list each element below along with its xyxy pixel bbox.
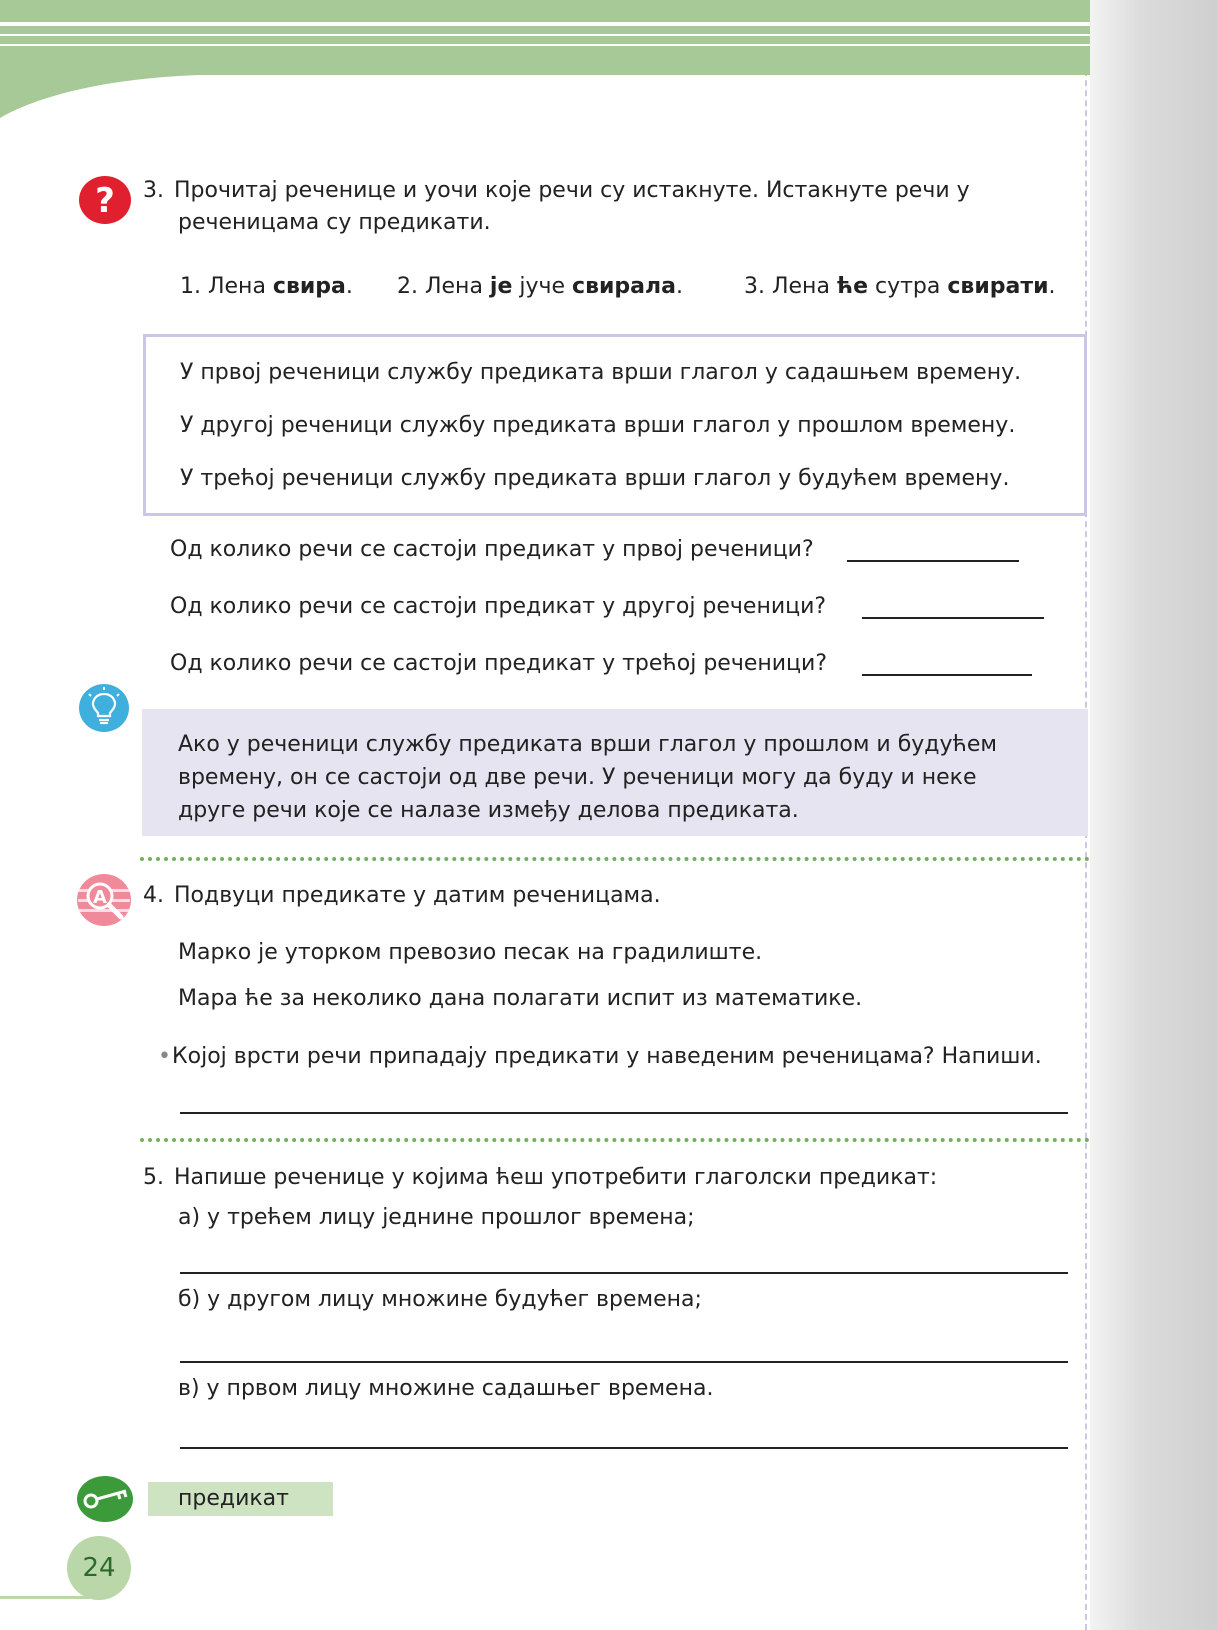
apply-icon-mark: A	[93, 887, 107, 908]
answer-line-1[interactable]	[847, 560, 1019, 562]
task4-instruction: Подвуци предикате у датим реченицама.	[174, 883, 661, 908]
tip-line-3: друге речи које се налазе између делова предиката.	[178, 798, 799, 823]
example-3-predicate-verb: свирати	[947, 274, 1049, 299]
key-icon	[76, 1475, 134, 1523]
example-3-period: .	[1048, 274, 1056, 299]
keyword-text: предикат	[178, 1486, 289, 1511]
bullet-point: •	[158, 1044, 171, 1069]
question-3: Од колико речи се састоји предикат у трећој реченици?	[170, 651, 828, 676]
example-2-predicate-aux: је	[489, 274, 513, 299]
task5-item-c: в) у првом лицу множине садашњег времена.	[178, 1376, 714, 1401]
task4-answer-line[interactable]	[180, 1112, 1068, 1114]
question-icon	[78, 175, 132, 225]
example-3-predicate-aux: ће	[836, 274, 868, 299]
task5-answer-line-b[interactable]	[180, 1361, 1068, 1363]
lightbulb-icon	[78, 683, 130, 733]
example-2-adverb: јуче	[512, 274, 573, 299]
page-number-underline	[0, 1596, 90, 1599]
explanation-line-3: У трећој реченици службу предиката врши глагол у будућем времену.	[180, 466, 1010, 491]
top-header-band	[0, 0, 1090, 120]
task5-item-a: а) у трећем лицу једнине прошлог времена;	[178, 1205, 695, 1230]
task3-number: 3.	[143, 178, 164, 203]
question-icon-mark: ?	[95, 181, 115, 221]
example-3-adverb: сутра	[868, 274, 948, 299]
task3-instruction-line1: Прочитај реченице и уочи које речи су истакнуте. Истакнуте речи у	[174, 178, 970, 203]
example-2-text: 2. Лена	[397, 274, 490, 299]
example-1-text: 1. Лена	[180, 274, 273, 299]
question-2: Од колико речи се састоји предикат у другој реченици?	[170, 594, 827, 619]
explanation-line-2: У другој реченици службу предиката врши глагол у прошлом времену.	[180, 413, 1016, 438]
task4-number: 4.	[143, 883, 164, 908]
section-divider-1	[140, 857, 1090, 861]
explanation-line-1: У првој реченици службу предиката врши глагол у садашњем времену.	[180, 360, 1022, 385]
task5-answer-line-a[interactable]	[180, 1272, 1068, 1274]
task5-item-b: б) у другом лицу множине будућег времена;	[178, 1287, 702, 1312]
task3-instruction-line2: реченицама су предикати.	[178, 210, 491, 235]
example-2-period: .	[675, 274, 683, 299]
task5-answer-line-c[interactable]	[180, 1447, 1068, 1449]
section-divider-2	[140, 1138, 1090, 1142]
question-1: Од колико речи се састоји предикат у првој реченици?	[170, 537, 814, 562]
answer-line-3[interactable]	[862, 674, 1032, 676]
apply-magnifier-icon	[76, 872, 132, 928]
task4-sentence-2: Мара ће за неколико дана полагати испит из математике.	[178, 986, 863, 1011]
answer-line-2[interactable]	[862, 617, 1044, 619]
example-sentence-3	[744, 272, 1056, 302]
page-edge-shadow	[1090, 0, 1217, 1630]
page-number: 24	[67, 1536, 131, 1600]
task5-instruction: Напише реченице у којима ћеш употребити глаголски предикат:	[174, 1165, 938, 1190]
task4-sentence-1: Марко је уторком превозио песак на градилиште.	[178, 940, 763, 965]
example-sentence-2	[397, 272, 683, 302]
example-2-predicate-verb: свирала	[572, 274, 676, 299]
example-1-period: .	[345, 274, 353, 299]
task5-number: 5.	[143, 1165, 164, 1190]
tip-line-2: времену, он се састоји од две речи. У реченици могу да буду и неке	[178, 765, 977, 790]
example-1-predicate: свира	[272, 274, 346, 299]
task4-question: Којој врсти речи припадају предикати у наведеним реченицама? Напиши.	[172, 1044, 1042, 1069]
example-sentence-1	[180, 272, 353, 302]
example-3-text: 3. Лена	[744, 274, 837, 299]
tip-line-1: Ако у реченици службу предиката врши глагол у прошлом и будућем	[178, 732, 997, 757]
